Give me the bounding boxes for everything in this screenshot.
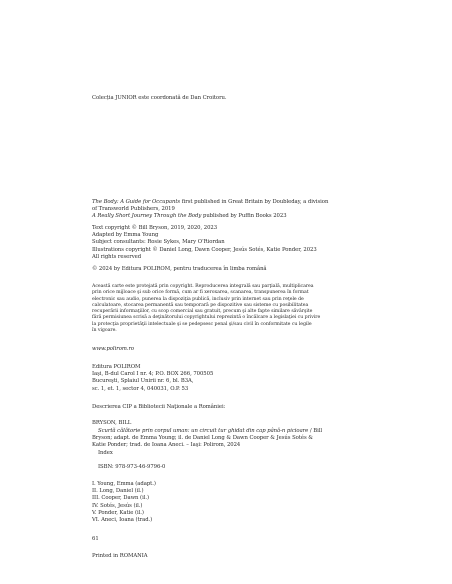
website-link[interactable]: www.polirom.ro bbox=[92, 346, 135, 352]
series-note: Colecția JUNIOR este coordonată de Dan Croitoru. bbox=[92, 95, 227, 101]
contributor-item: VI. Aneci, Ioana (trad.) bbox=[92, 517, 153, 524]
edition-line: A Really Short Journey Through the Body published by Puffin Books 2023 bbox=[92, 213, 287, 220]
cip-author: BRYSON, BILL bbox=[92, 420, 132, 426]
publisher-address: Editura POLIROM Iaşi, B-dul Carol I nr. 4; P.O. BOX 266, 700505 Bucureşti, Splaiul Unirii nr. 6, bl. B3A, sc. 1, et. 1, sector 4, 040031, O.P. 53 bbox=[92, 364, 214, 392]
legal-notice: Această carte este protejată prin copyright. Reproducerea integrală sau parţială, multiplicarea prin orice mijloace şi sub orice formă, cum ar fi xeroxarea, scanarea, transpunerea în format electronic sau audio, punerea la dispoziţia publică, inclusiv prin internet sau prin reţele de calculatoare, stocarea permanentă sau temporară pe dispozitive sau sisteme cu posibilitatea recuperării informaţiilor, cu scop comercial sau gratuit, precum şi alte fapte similare săvârşite fără permisiunea scrisă a deţinătorului copyrightului reprezintă o încălcare a legislaţiei cu privire la protecţia proprietăţii intelectuale şi se pedepsesc penal şi/sau civil în conformitate cu legile în vigoare. bbox=[92, 284, 321, 334]
isbn: ISBN: 978-973-46-9796-0 bbox=[98, 464, 166, 470]
edition-line: The Body: A Guide for Occupants first published in Great Britain by Doubleday, a division bbox=[92, 199, 329, 205]
printed-in: Printed in ROMANIA bbox=[92, 553, 148, 559]
cip-heading: Descrierea CIP a Bibliotecii Naţionale a României: bbox=[92, 404, 226, 410]
cip-title: Scurtă călătorie prin corpul uman: un circuit tur ghidat din cap până-n picioare / Bill bbox=[98, 428, 323, 434]
contributor-item: III. Cooper, Dawn (il.) bbox=[92, 495, 150, 502]
udc-code: 61 bbox=[92, 536, 99, 542]
contributor-item: I. Young, Emma (adapt.) bbox=[92, 481, 156, 487]
ro-copyright: © 2024 by Editura POLIROM, pentru traducerea în limba română bbox=[92, 266, 267, 272]
edition-info bbox=[92, 199, 422, 221]
cip-description: Scurtă călătorie prin corpul uman: un circuit tur ghidat din cap până-n picioare / Bill Bryson; adapt. de Emma Young; il. de Daniel Long & Dawn Cooper & Jesús Sotés & Katie Ponder; trad. de Ioana Aneci. – Iaşi: Polirom, 2024 Index bbox=[92, 428, 422, 457]
contributor-item: II. Long, Daniel (il.) bbox=[92, 488, 144, 495]
edition-line: of Transworld Publishers, 2019 bbox=[92, 206, 175, 213]
credits: Text copyright © Bill Bryson, 2019, 2020, 2023 Adapted by Emma Young Subject consultants: Rosie Sykes, Mary O’Riordan Illustrations copyright © Daniel Long, Dawn Cooper, Jesús Sotés, Katie Ponder, 2023 All rights reserved bbox=[92, 225, 317, 260]
contributor-item: V. Ponder, Katie (il.) bbox=[92, 509, 144, 516]
contributors-list bbox=[92, 481, 422, 524]
contributor-item: IV. Sotés, Jesús (il.) bbox=[92, 502, 143, 509]
